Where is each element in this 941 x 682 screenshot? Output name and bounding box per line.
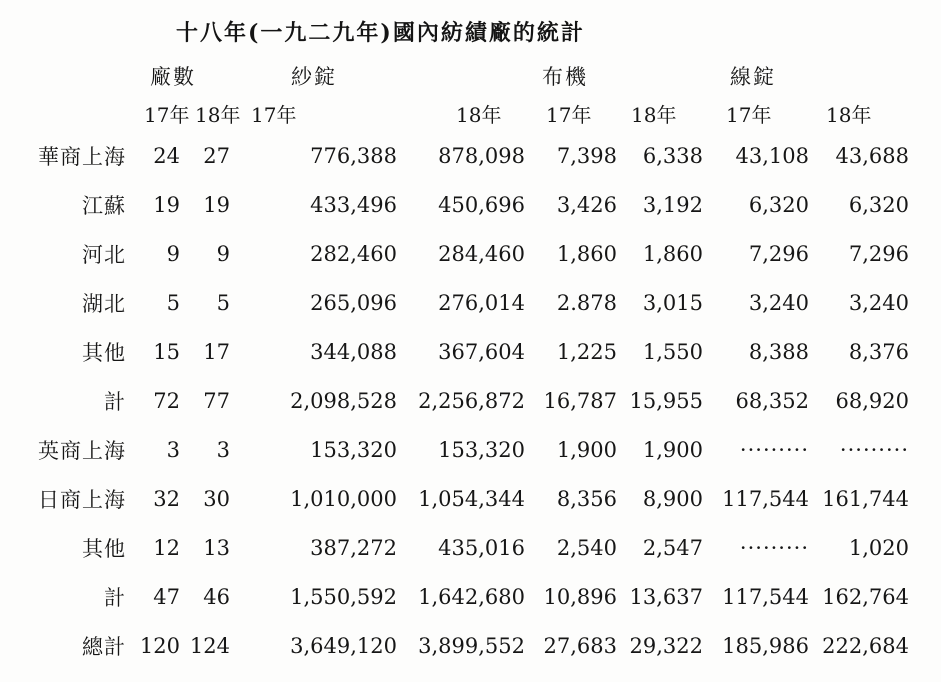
cell: 24 <box>153 143 180 168</box>
cell: 27,683 <box>543 633 617 658</box>
table-row <box>6 474 912 523</box>
cell: 1,550 <box>642 339 703 364</box>
cell: 7,296 <box>848 241 909 266</box>
table-row <box>6 180 912 229</box>
cell: 2,547 <box>642 535 703 560</box>
cell: 7,296 <box>748 241 809 266</box>
row-label: 計 <box>104 585 126 610</box>
corner-cell <box>6 95 128 131</box>
cell: 1,550,592 <box>290 584 397 609</box>
cell: 3,426 <box>556 192 617 217</box>
cell: 124 <box>189 633 230 658</box>
cell: 344,088 <box>310 339 397 364</box>
cell: 1,010,000 <box>290 486 397 511</box>
cell: 185,986 <box>722 633 809 658</box>
cell: 433,496 <box>310 192 397 217</box>
row-label: 江蘇 <box>82 193 126 218</box>
column-group-thread-spindles: 線錠 <box>730 65 776 89</box>
table-row-grand-total <box>6 621 912 670</box>
page-title: 十八年(一九二九年)國內紡績廠的統計 <box>176 20 585 46</box>
corner-cell <box>6 57 128 95</box>
cell: 15,955 <box>629 388 703 413</box>
row-label: 日商上海 <box>38 487 126 512</box>
table-row <box>6 229 912 278</box>
cell: 8,900 <box>642 486 703 511</box>
cell: 284,460 <box>438 241 525 266</box>
year-header: 17年 <box>726 102 772 127</box>
table-row <box>6 278 912 327</box>
cell: 265,096 <box>310 290 397 315</box>
cell: 27 <box>203 143 230 168</box>
cell: 2,098,528 <box>290 388 397 413</box>
group-header-row <box>6 57 912 95</box>
cell: 8,376 <box>848 339 909 364</box>
statistics-table <box>6 57 912 670</box>
cell: 9 <box>216 241 230 266</box>
cell: 162,764 <box>822 584 909 609</box>
cell: 117,544 <box>722 584 809 609</box>
column-group-looms: 布機 <box>542 65 588 89</box>
cell: 1,900 <box>556 437 617 462</box>
cell: 3 <box>216 437 230 462</box>
cell: 435,016 <box>438 535 525 560</box>
cell: 9 <box>166 241 180 266</box>
year-header: 18年 <box>195 102 241 127</box>
cell: 68,920 <box>835 388 909 413</box>
year-header: 18年 <box>631 102 677 127</box>
table-row-subtotal <box>6 376 912 425</box>
table-row <box>6 425 912 474</box>
cell: 1,642,680 <box>418 584 525 609</box>
cell: 7,398 <box>556 143 617 168</box>
cell: 3 <box>166 437 180 462</box>
cell: 3,240 <box>848 290 909 315</box>
cell: 153,320 <box>310 437 397 462</box>
cell: 222,684 <box>822 633 909 658</box>
year-header: 18年 <box>826 102 872 127</box>
year-header: 18年 <box>456 102 502 127</box>
cell: 2,540 <box>556 535 617 560</box>
cell: 1,225 <box>556 339 617 364</box>
cell: 117,544 <box>722 486 809 511</box>
cell: 12 <box>153 535 180 560</box>
cell: 6,338 <box>642 143 703 168</box>
column-group-yarn-spindles: 紗錠 <box>291 65 337 89</box>
cell: 3,192 <box>642 192 703 217</box>
cell: 16,787 <box>543 388 617 413</box>
cell: 5 <box>166 290 180 315</box>
row-label: 英商上海 <box>38 438 126 463</box>
year-header-row <box>6 95 912 131</box>
cell: 1,020 <box>848 535 909 560</box>
row-label: 湖北 <box>82 291 126 316</box>
cell: 2.878 <box>556 290 617 315</box>
year-header: 17年 <box>546 102 592 127</box>
cell: 153,320 <box>438 437 525 462</box>
cell: 47 <box>153 584 180 609</box>
cell-empty-dots: ········· <box>739 535 809 560</box>
cell: 3,240 <box>748 290 809 315</box>
cell: 29,322 <box>629 633 703 658</box>
row-label: 其他 <box>82 536 126 561</box>
cell: 5 <box>216 290 230 315</box>
cell: 6,320 <box>748 192 809 217</box>
cell: 3,015 <box>642 290 703 315</box>
table-row <box>6 523 912 572</box>
cell: 387,272 <box>310 535 397 560</box>
cell: 282,460 <box>310 241 397 266</box>
cell: 161,744 <box>822 486 909 511</box>
cell: 1,054,344 <box>418 486 525 511</box>
cell: 450,696 <box>438 192 525 217</box>
cell: 13,637 <box>629 584 703 609</box>
row-label: 總計 <box>82 634 126 659</box>
row-label: 河北 <box>82 242 126 267</box>
cell: 276,014 <box>438 290 525 315</box>
column-group-factories: 廠數 <box>150 65 196 89</box>
cell: 878,098 <box>438 143 525 168</box>
year-header: 17年 <box>144 102 190 127</box>
cell: 77 <box>203 388 230 413</box>
cell: 72 <box>153 388 180 413</box>
cell: 17 <box>203 339 230 364</box>
cell: 10,896 <box>543 584 617 609</box>
cell-empty-dots: ········· <box>839 437 909 462</box>
cell: 43,688 <box>835 143 909 168</box>
cell: 6,320 <box>848 192 909 217</box>
cell: 2,256,872 <box>418 388 525 413</box>
cell: 46 <box>203 584 230 609</box>
row-label: 計 <box>104 389 126 414</box>
cell: 8,388 <box>748 339 809 364</box>
cell: 32 <box>153 486 180 511</box>
cell: 43,108 <box>735 143 809 168</box>
cell: 120 <box>139 633 180 658</box>
cell: 1,860 <box>642 241 703 266</box>
cell: 367,604 <box>438 339 525 364</box>
table-row <box>6 327 912 376</box>
cell: 19 <box>153 192 180 217</box>
cell: 776,388 <box>310 143 397 168</box>
cell: 68,352 <box>735 388 809 413</box>
cell: 15 <box>153 339 180 364</box>
cell: 1,900 <box>642 437 703 462</box>
cell: 30 <box>203 486 230 511</box>
row-label: 其他 <box>82 340 126 365</box>
cell: 3,899,552 <box>418 633 525 658</box>
cell: 19 <box>203 192 230 217</box>
cell: 3,649,120 <box>290 633 397 658</box>
table-row-subtotal <box>6 572 912 621</box>
cell: 1,860 <box>556 241 617 266</box>
cell-empty-dots: ········· <box>739 437 809 462</box>
cell: 8,356 <box>556 486 617 511</box>
cell: 13 <box>203 535 230 560</box>
row-label: 華商上海 <box>38 144 126 169</box>
table-row <box>6 131 912 180</box>
year-header: 17年 <box>251 102 297 127</box>
